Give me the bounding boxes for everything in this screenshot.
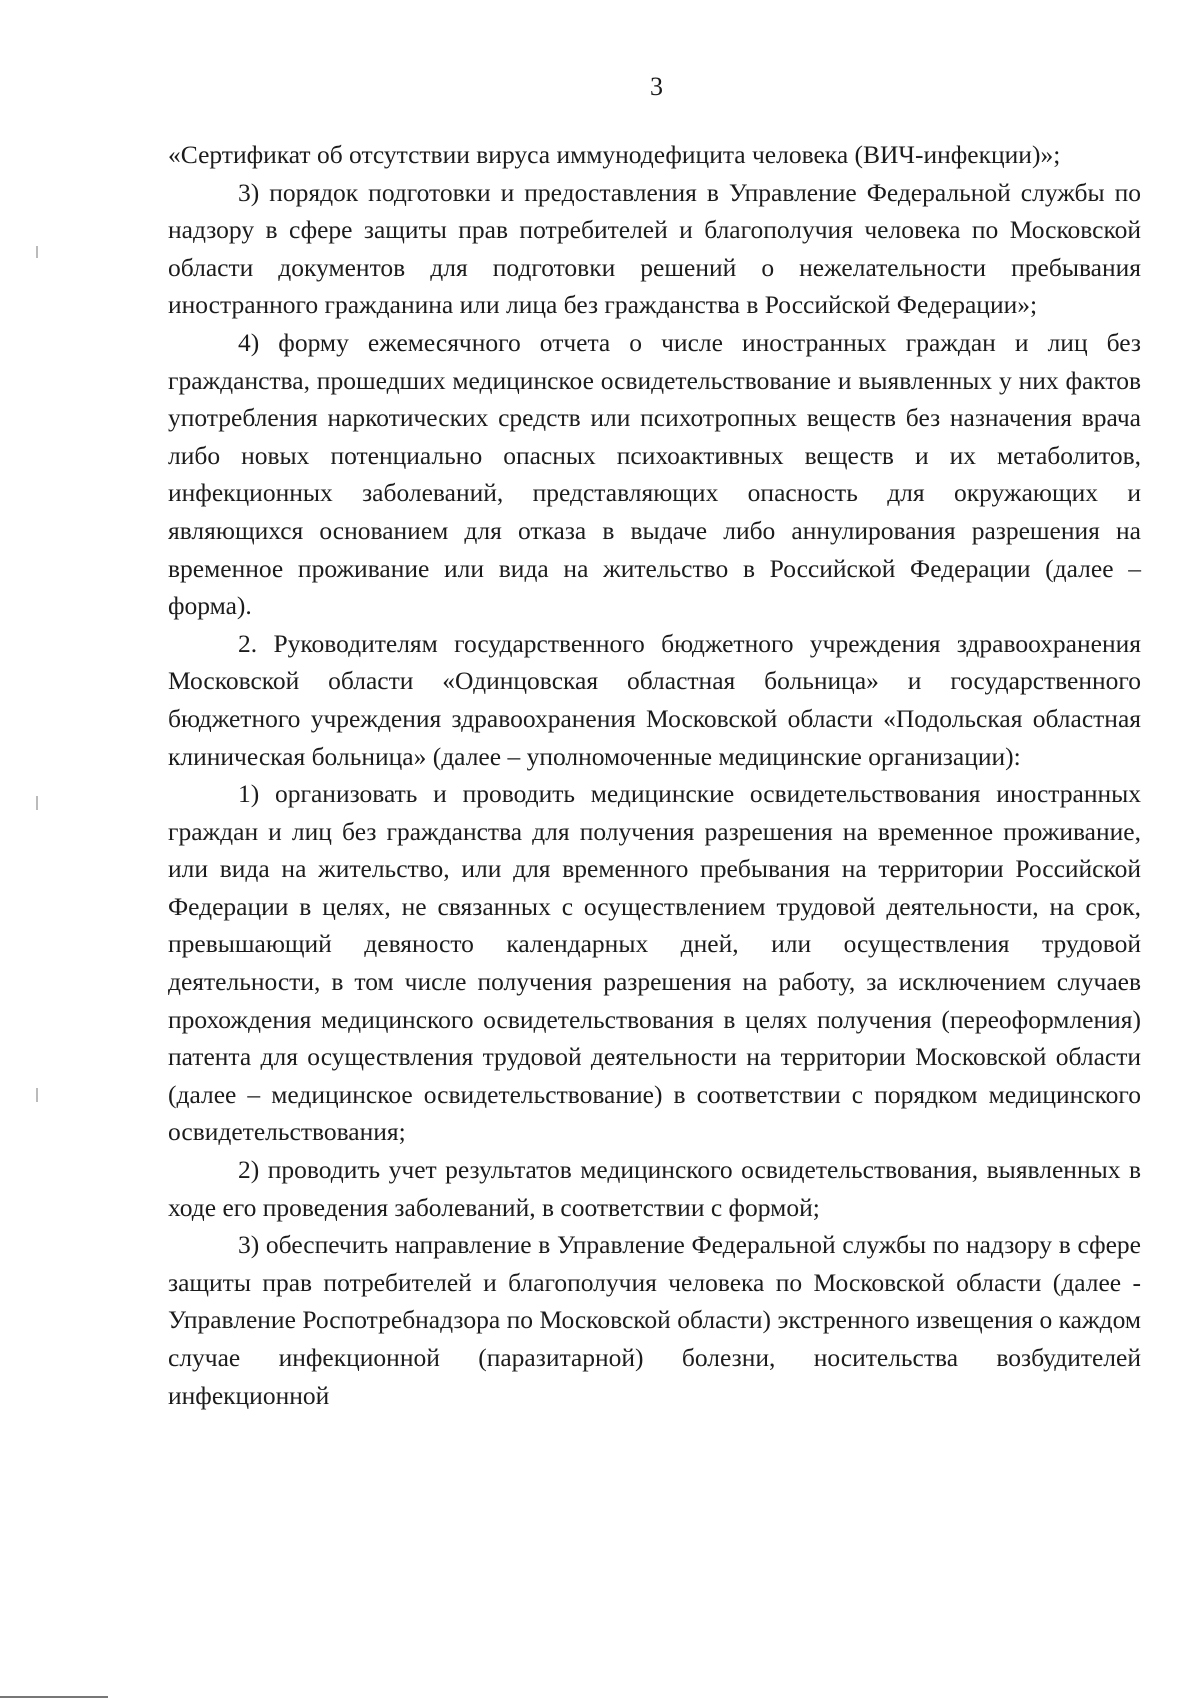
page-number: 3 (650, 72, 663, 101)
paragraph-section-2-item-3: 3) обеспечить направление в Управление Федеральной службы по надзору в сфере защиты прав потребителей и благополучия человека по Московской области (далее - Управление Роспотребнадзора по Московской области) экстренного извещения о каждом случае инфекционной (паразитарной) болезни, носительства возбудителей инфекционной (168, 1230, 1141, 1410)
document-body (168, 136, 1141, 1414)
paragraph-item-4: 4) форму ежемесячного отчета о числе иностранных граждан и лиц без гражданства, прошедших медицинское освидетельствование и выявленных у них фактов употребления наркотических средств или психотропных веществ без назначения врача либо новых потенциально опасных психоактивных веществ и их метаболитов, инфекционных заболеваний, представляющих опасность для окружающих и являющихся основанием для отказа в выдаче либо аннулирования разрешения на временное проживание или вида на жительство в Российской Федерации (далее – форма). (168, 327, 1141, 621)
scan-margin-mark (36, 246, 38, 258)
paragraph-certificate: «Сертификат об отсутствии вируса иммунодефицита человека (ВИЧ-инфекции)»; (168, 140, 1061, 169)
scan-margin-mark (36, 1088, 38, 1102)
paragraph-section-2-item-2: 2) проводить учет результатов медицинского освидетельствования, выявленных в ходе его проведения заболеваний, в соответствии с формой; (168, 1155, 1141, 1222)
paragraph-item-3: 3) порядок подготовки и предоставления в Управление Федеральной службы по надзору в сфере защиты прав потребителей и благополучия человека по Московской области документов для подготовки решений о нежелательности пребывания иностранного гражданина или лица без гражданства в Российской Федерации»; (168, 177, 1141, 320)
paragraph-section-2-item-1: 1) организовать и проводить медицинские освидетельствования иностранных граждан и лиц без гражданства для получения разрешения на временное проживание, или вида на жительство, или для временного пребывания на территории Российской Федерации в целях, не связанных с осуществлением трудовой деятельности, на срок, превышающий девяносто календарных дней, или осуществления трудовой деятельности, в том числе получения разрешения на работу, за исключением случаев прохождения медицинского освидетельствования в целях получения (переоформления) патента для осуществления трудовой деятельности на территории Московской области (далее – медицинское освидетельствование) в соответствии с порядком медицинского освидетельствования; (168, 779, 1141, 1147)
paragraph-section-2: 2. Руководителям государственного бюджетного учреждения здравоохранения Московской области «Одинцовская областная больница» и государственного бюджетного учреждения здравоохранения Московской области «Подольская областная клиническая больница» (далее – уполномоченные медицинские организации): (168, 628, 1141, 771)
scan-margin-mark (36, 796, 38, 810)
